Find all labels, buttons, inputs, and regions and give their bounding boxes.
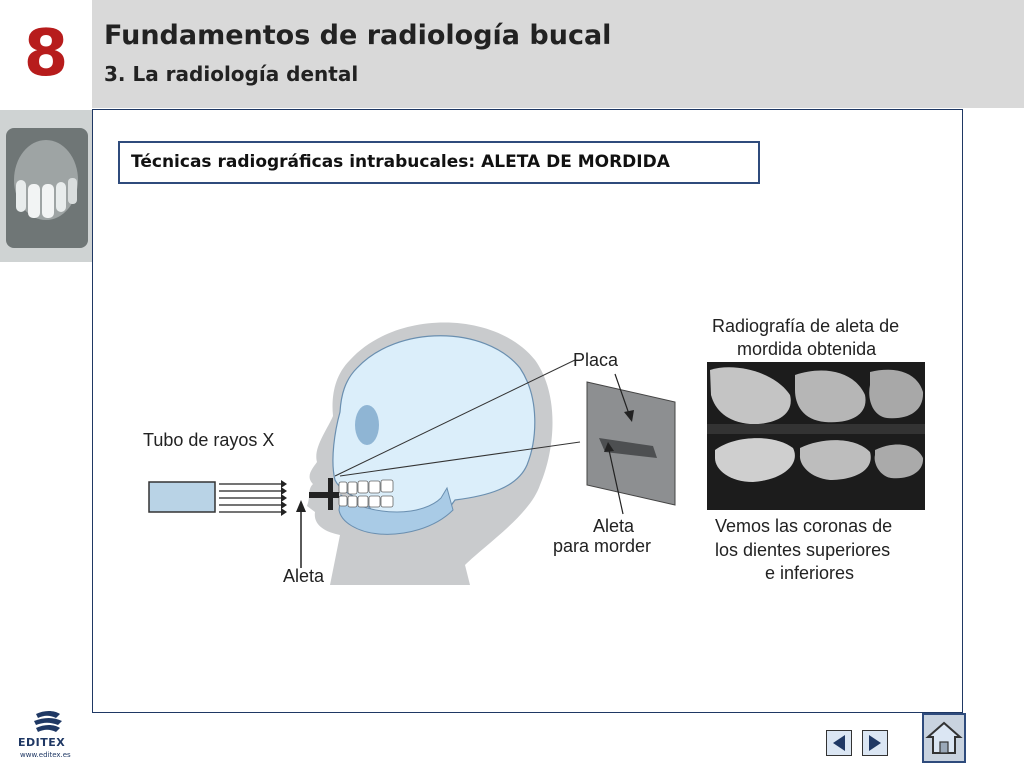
previous-slide-button[interactable]	[826, 730, 852, 756]
home-icon	[924, 715, 964, 761]
bitewing-figure	[135, 300, 935, 600]
page-subtitle: 3. La radiología dental	[104, 62, 359, 86]
page-title: Fundamentos de radiología bucal	[104, 20, 612, 51]
label-aleta-morder-2: para morder	[553, 536, 652, 556]
radiograph-image	[707, 362, 925, 510]
orbit-shape	[355, 405, 379, 445]
caption-bottom-3: e inferiores	[765, 563, 855, 583]
arrow-left-icon	[827, 731, 851, 755]
caption-bottom-2: los dientes superiores	[715, 540, 891, 560]
label-aleta: Aleta	[283, 566, 325, 586]
home-button[interactable]	[922, 713, 966, 763]
chapter-number: 8	[0, 0, 92, 108]
logo-text: EDITEX	[18, 736, 66, 749]
next-slide-button[interactable]	[862, 730, 888, 756]
label-placa: Placa	[573, 350, 619, 370]
xray-thumbnail-image	[0, 110, 93, 262]
xray-tube-shape	[149, 482, 215, 512]
logo-url: www.editex.es	[20, 751, 71, 759]
section-title: Técnicas radiográficas intrabucales: ALETA DE MORDIDA	[118, 141, 760, 184]
caption-bottom-1: Vemos las coronas de	[715, 516, 893, 536]
label-aleta-morder-1: Aleta	[593, 516, 635, 536]
arrow-right-icon	[863, 731, 887, 755]
lower-teeth	[339, 496, 393, 507]
bitewing-tab-shape	[309, 492, 339, 498]
xray-beam-arrows	[219, 484, 281, 512]
bitewing-film-shape	[328, 478, 333, 510]
header-bar	[0, 0, 1024, 108]
label-tube: Tubo de rayos X	[143, 430, 275, 450]
caption-top-1: Radiografía de aleta de	[712, 316, 900, 336]
xray-beam-arrowheads	[281, 480, 287, 516]
caption-top-2: mordida obtenida	[737, 339, 877, 359]
